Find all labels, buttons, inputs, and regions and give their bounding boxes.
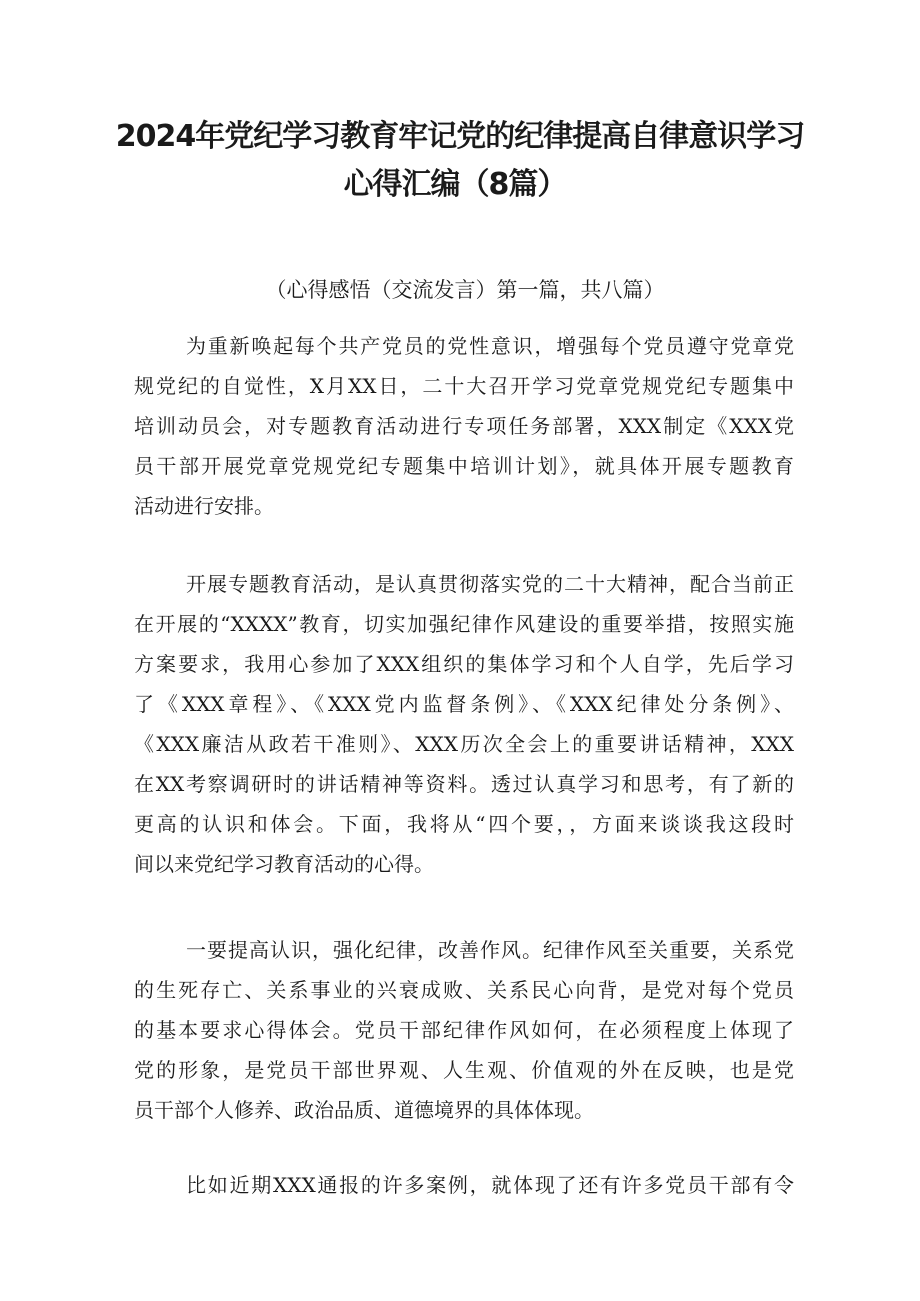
document-title-line-1: 2024年党纪学习教育牢记党的纪律提高自律意识学习 — [115, 119, 805, 154]
paragraph-2 — [134, 564, 794, 884]
paragraph-line: 更高的认识和体会。下面，我将从“四个要，，方面来谈谈我这段时 — [134, 812, 794, 836]
paragraph-line: 方案要求，我用心参加了XXX组织的集体学习和个人自学，先后学习 — [134, 652, 794, 676]
section-subtitle: （心得感悟（交流发言）第一篇，共八篇） — [265, 278, 665, 302]
paragraph-line: 开展专题教育活动，是认真贯彻落实党的二十大精神，配合当前正 — [186, 572, 794, 596]
paragraph-1 — [134, 326, 794, 526]
paragraph-4 — [134, 1165, 794, 1205]
paragraph-line: 培训动员会，对专题教育活动进行专项任务部署，XXX制定《XXX党 — [134, 414, 794, 438]
paragraph-line: 员干部开展党章党规党纪专题集中培训计划》，就具体开展专题教育 — [134, 454, 794, 478]
paragraph-line: 比如近期XXX通报的许多案例，就体现了还有许多党员干部有令 — [186, 1173, 794, 1197]
paragraph-line: 员干部个人修养、政治品质、道德境界的具体体现。 — [134, 1098, 594, 1122]
paragraph-line: 在开展的“XXXX”教育，切实加强纪律作风建设的重要举措，按照实施 — [134, 612, 794, 636]
paragraph-line: 的生死存亡、关系事业的兴衰成败、关系民心向背，是党对每个党员 — [134, 978, 794, 1002]
paragraph-line: 间以来党纪学习教育活动的心得。 — [134, 852, 434, 876]
paragraph-line: 活动进行安排。 — [134, 494, 274, 518]
paragraph-line: 为重新唤起每个共产党员的党性意识，增强每个党员遵守党章党 — [186, 334, 794, 358]
paragraph-3 — [134, 930, 794, 1130]
paragraph-line: 在XX考察调研时的讲话精神等资料。透过认真学习和思考，有了新的 — [134, 772, 794, 796]
paragraph-line: 的基本要求心得体会。党员干部纪律作风如何，在必须程度上体现了 — [134, 1018, 794, 1042]
paragraph-line: 一要提高认识，强化纪律，改善作风。纪律作风至关重要，关系党 — [186, 938, 794, 962]
paragraph-line: 党的形象，是党员干部世界观、人生观、价值观的外在反映，也是党 — [134, 1058, 794, 1082]
paragraph-line: 《XXX廉洁从政若干准则》、XXX历次全会上的重要讲话精神，XXX — [134, 732, 794, 756]
document-title-line-2: 心得汇编（8篇） — [343, 167, 567, 202]
paragraph-line: 了《XXX章程》、《XXX党内监督条例》、《XXX纪律处分条例》、 — [134, 692, 794, 716]
paragraph-line: 规党纪的自觉性，X月XX日，二十大召开学习党章党规党纪专题集中 — [134, 374, 794, 398]
